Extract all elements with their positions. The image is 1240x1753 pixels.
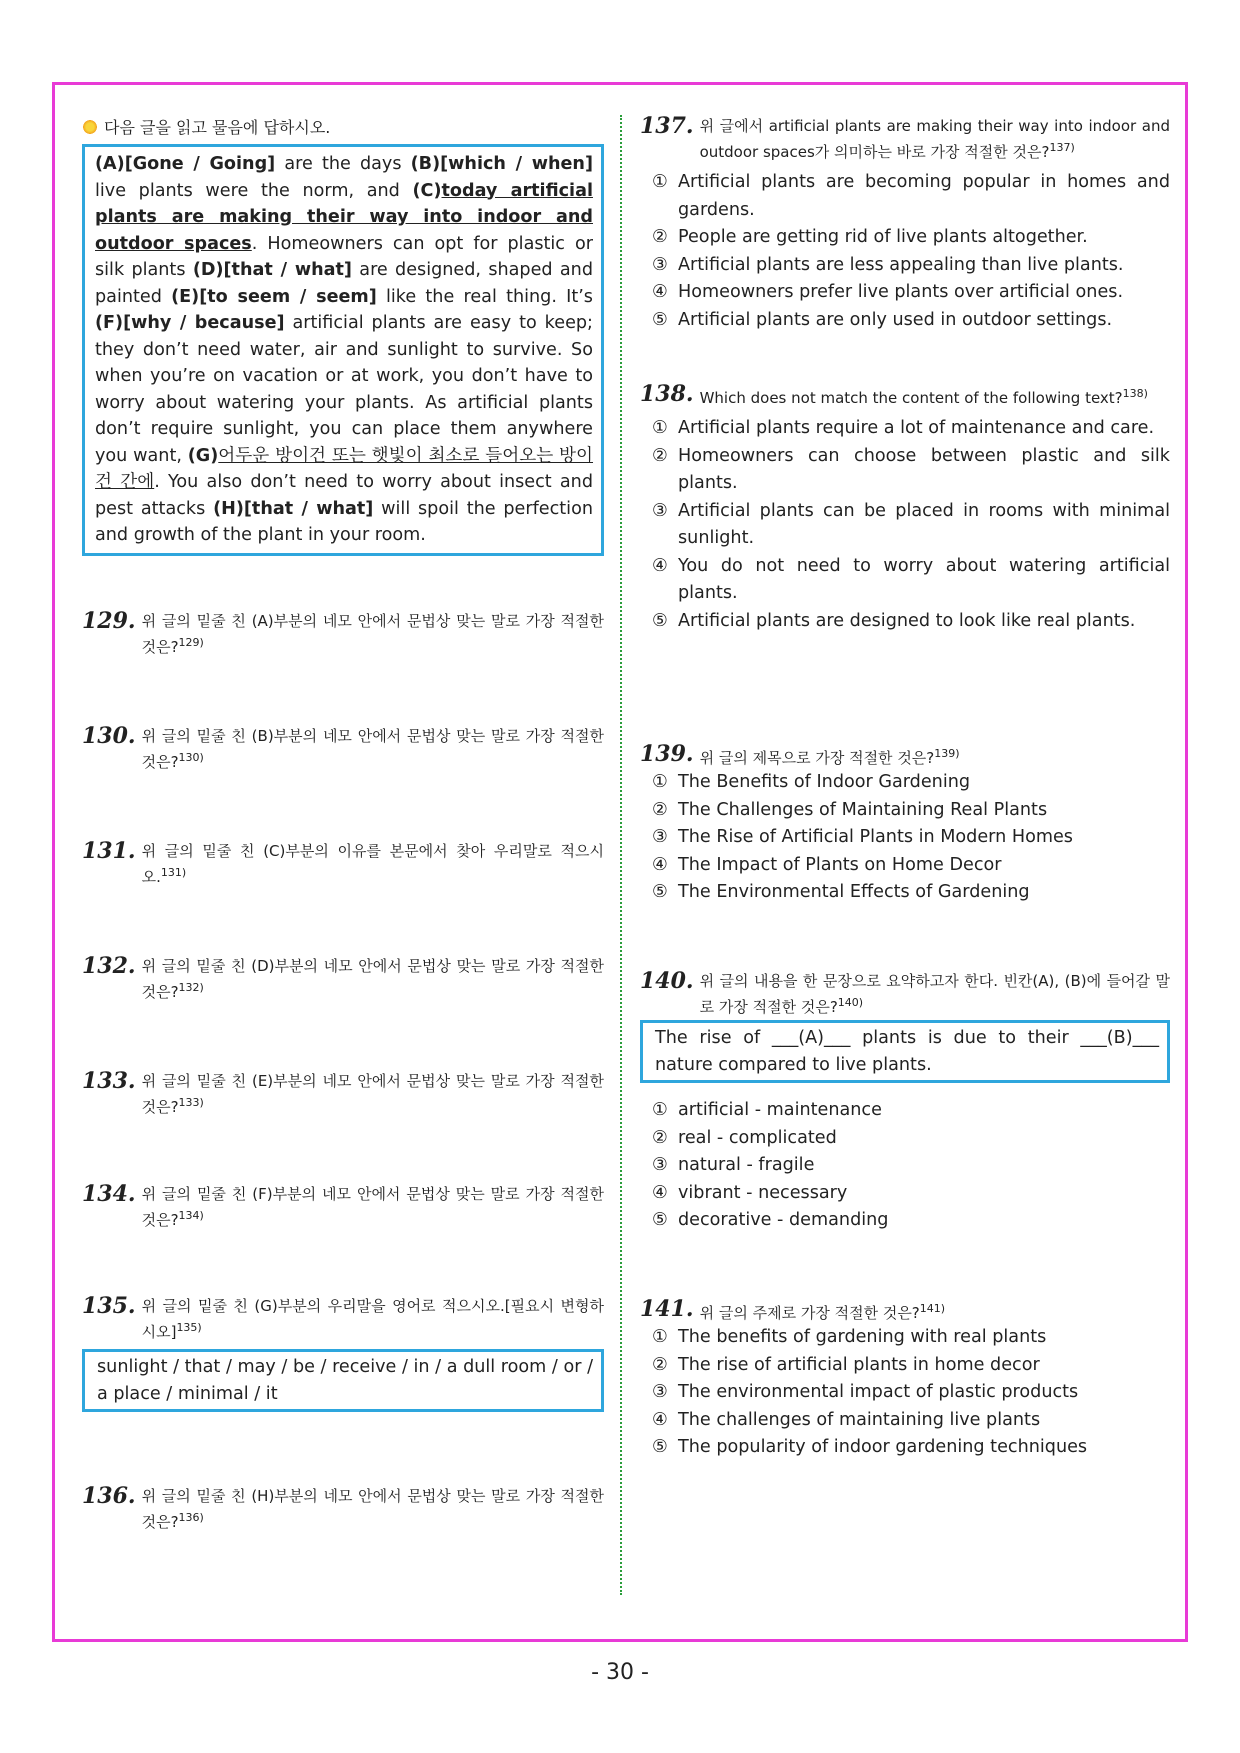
option[interactable] <box>652 1207 1170 1235</box>
option-number: ④ <box>652 1409 668 1430</box>
question-text: 위 글의 제목으로 가장 적절한 것은? <box>699 749 935 767</box>
footnote-ref: 134) <box>178 1209 204 1222</box>
option[interactable] <box>652 169 1170 224</box>
question-number: 139. <box>640 741 694 767</box>
blank-e: (E)[to seem / seem] <box>171 286 377 307</box>
option-number: ④ <box>652 555 668 576</box>
option-text: natural - fragile <box>678 1155 815 1175</box>
word-bank-box: sunlight / that / may / be / receive / in / a dull room / or / a place / minimal / it <box>82 1349 604 1412</box>
option-number: ② <box>652 1354 668 1375</box>
question-number: 131. <box>82 838 136 864</box>
passage-text: artificial plants are easy to keep; they don’t need water, air and sunlight to survive. So when you’re on vacation or at work, you don’t have to worry about watering your plants. As artificial plants don’t require sunlight, you can place them anywhere you want, <box>95 313 593 466</box>
option-text: The rise of artificial plants in home decor <box>678 1354 1040 1375</box>
question-133 <box>82 1070 604 1118</box>
instruction-text: 다음 글을 읽고 물음에 답하시오. <box>104 118 331 137</box>
option-number: ⑤ <box>652 309 668 330</box>
option-number: ⑤ <box>652 1437 668 1457</box>
footnote-ref: 129) <box>178 636 204 649</box>
option[interactable] <box>652 824 1170 852</box>
question-134 <box>82 1183 604 1231</box>
question-137 <box>640 115 1170 334</box>
question-number: 132. <box>82 953 136 979</box>
option[interactable] <box>652 852 1170 880</box>
question-text: 위 글의 밑줄 친 (G)부분의 우리말을 영어로 적으시오.[필요시 변형하시오] <box>141 1297 604 1341</box>
question-text: 위 글의 밑줄 친 (H)부분의 네모 안에서 문법상 맞는 말로 가장 적절한 것은? <box>141 1487 604 1531</box>
option[interactable] <box>652 1152 1170 1180</box>
question-number: 136. <box>82 1483 136 1509</box>
question-130 <box>82 725 604 773</box>
question-number: 140. <box>640 968 694 994</box>
question-132 <box>82 955 604 1003</box>
option[interactable] <box>652 279 1170 307</box>
blank-h: (H)[that / what] <box>213 498 374 519</box>
option-number: ③ <box>652 1155 668 1175</box>
question-138 <box>640 383 1170 635</box>
question-text: Which does not match the content of the following text? <box>699 389 1123 407</box>
passage-text: like the real thing. It’s <box>376 286 593 307</box>
option-text: The Impact of Plants on Home Decor <box>678 854 1002 875</box>
passage-text: are designed, shaped and painted <box>95 260 593 307</box>
option-list <box>652 169 1170 334</box>
option-text: Artificial plants are designed to look like real plants. <box>678 610 1136 631</box>
option-number: ③ <box>652 1382 668 1402</box>
option[interactable] <box>652 1097 1170 1125</box>
footnote-ref: 130) <box>178 751 204 764</box>
option-number: ④ <box>652 854 668 875</box>
option[interactable] <box>652 608 1170 636</box>
option-text: The challenges of maintaining live plants <box>678 1409 1041 1430</box>
option-text: People are getting rid of live plants altogether. <box>678 227 1088 247</box>
footnote-ref: 141) <box>919 1302 946 1315</box>
question-text: 위 글에서 artificial plants are making their way into indoor and outdoor spaces가 의미하는 바로 가장 적절한 것은? <box>699 117 1170 161</box>
option[interactable] <box>652 252 1170 280</box>
option-number: ③ <box>652 500 668 521</box>
option-number: ③ <box>652 827 668 847</box>
option-list <box>652 415 1170 635</box>
passage-text: . Homeowners can opt for plastic or silk plants <box>95 233 593 280</box>
option-text: Artificial plants can be placed in rooms with minimal sunlight. <box>678 500 1170 548</box>
option-text: Homeowners prefer live plants over artificial ones. <box>678 282 1124 302</box>
option-text: Artificial plants require a lot of maintenance and care. <box>678 418 1155 438</box>
footnote-ref: 138) <box>1122 387 1148 400</box>
underline-c: today artificial plants are making their way into indoor and outdoor spaces <box>95 180 593 254</box>
option[interactable] <box>652 1180 1170 1208</box>
option[interactable] <box>652 769 1170 797</box>
option[interactable] <box>652 1434 1170 1462</box>
option-text: The Challenges of Maintaining Real Plants <box>678 799 1048 820</box>
option[interactable] <box>652 1379 1170 1407</box>
footnote-ref: 137) <box>1049 141 1075 154</box>
passage-text: . You also don’t need to worry about insect and pest attacks <box>95 472 593 519</box>
option-text: decorative - demanding <box>678 1210 889 1230</box>
question-text: 위 글의 주제로 가장 적절한 것은? <box>699 1304 920 1322</box>
option[interactable] <box>652 224 1170 252</box>
question-139 <box>640 743 1170 907</box>
marker-c: (C) <box>412 180 442 201</box>
question-number: 133. <box>82 1068 136 1094</box>
question-141 <box>640 1298 1170 1462</box>
option-text: Homeowners can choose between plastic and silk plants. <box>678 445 1170 493</box>
option[interactable] <box>652 498 1170 553</box>
question-text: 위 글의 밑줄 친 (B)부분의 네모 안에서 문법상 맞는 말로 가장 적절한 것은? <box>141 727 604 771</box>
option-text: Artificial plants are only used in outdoor settings. <box>678 309 1113 330</box>
option-text: real - complicated <box>678 1127 837 1148</box>
option-text: The environmental impact of plastic products <box>678 1382 1079 1402</box>
question-text: 위 글의 밑줄 친 (E)부분의 네모 안에서 문법상 맞는 말로 가장 적절한 것은? <box>141 1072 604 1116</box>
option-number: ⑤ <box>652 610 668 631</box>
blank-b: (B)[which / when] <box>410 154 593 174</box>
page-number: - 30 - <box>591 1660 649 1685</box>
footnote-ref: 139) <box>934 747 960 760</box>
question-number: 129. <box>82 608 136 634</box>
option[interactable] <box>652 443 1170 498</box>
summary-box: The rise of ___(A)___ plants is due to their ___(B)___ nature compared to live plants. <box>640 1020 1170 1083</box>
option-list <box>652 1324 1170 1462</box>
question-text: 위 글의 밑줄 친 (F)부분의 네모 안에서 문법상 맞는 말로 가장 적절한 것은? <box>141 1185 604 1229</box>
option-number: ⑤ <box>652 882 668 902</box>
instruction <box>82 115 604 138</box>
question-number: 130. <box>82 723 136 749</box>
option-text: You do not need to worry about watering artificial plants. <box>678 555 1170 603</box>
option-text: The Rise of Artificial Plants in Modern Homes <box>678 827 1073 847</box>
option-number: ② <box>652 1127 668 1148</box>
question-number: 137. <box>640 113 694 139</box>
option-number: ② <box>652 445 668 466</box>
question-text: 위 글의 밑줄 친 (D)부분의 네모 안에서 문법상 맞는 말로 가장 적절한 것은? <box>141 957 604 1001</box>
option-text: The Environmental Effects of Gardening <box>678 882 1030 902</box>
option[interactable] <box>652 1352 1170 1380</box>
option[interactable] <box>652 1407 1170 1435</box>
footnote-ref: 131) <box>160 866 187 879</box>
question-number: 135. <box>82 1293 136 1319</box>
question-number: 134. <box>82 1181 136 1207</box>
reading-passage <box>82 144 604 556</box>
question-text: 위 글의 내용을 한 문장으로 요약하고자 한다. 빈칸(A), (B)에 들어갈 말로 가장 적절한 것은? <box>699 972 1170 1016</box>
flower-icon <box>82 119 98 135</box>
passage-text: live plants were the norm, and <box>95 180 413 201</box>
option-number: ① <box>652 772 668 792</box>
option[interactable] <box>652 553 1170 608</box>
option-list <box>652 769 1170 907</box>
question-136 <box>82 1485 604 1533</box>
question-text: 위 글의 밑줄 친 (C)부분의 이유를 본문에서 찾아 우리말로 적으시오. <box>141 842 604 886</box>
option-text: The Benefits of Indoor Gardening <box>678 772 971 792</box>
option-number: ① <box>652 1100 668 1120</box>
option[interactable] <box>652 879 1170 907</box>
option-text: The popularity of indoor gardening techniques <box>678 1437 1088 1457</box>
option-number: ① <box>652 172 668 192</box>
passage-text: are the days <box>275 154 411 174</box>
option[interactable] <box>652 415 1170 443</box>
question-number: 138. <box>640 381 694 407</box>
option-number: ⑤ <box>652 1210 668 1230</box>
question-135 <box>82 1295 604 1412</box>
footnote-ref: 136) <box>178 1511 204 1524</box>
column-divider <box>620 115 622 1595</box>
question-text: 위 글의 밑줄 친 (A)부분의 네모 안에서 문법상 맞는 말로 가장 적절한 것은? <box>141 612 604 656</box>
marker-g: (G) <box>187 445 219 466</box>
option-text: vibrant - necessary <box>678 1182 848 1203</box>
option-number: ② <box>652 799 668 820</box>
option[interactable] <box>652 307 1170 335</box>
option-number: ① <box>652 418 668 438</box>
question-131 <box>82 840 604 888</box>
footnote-ref: 133) <box>178 1096 204 1109</box>
passage-text: will spoil the perfection and growth of the plant in your room. <box>95 498 593 545</box>
option-number: ④ <box>652 282 668 302</box>
blank-a: (A)[Gone / Going] <box>95 154 276 174</box>
question-140 <box>640 970 1170 1235</box>
option-list <box>652 1097 1170 1235</box>
footnote-ref: 132) <box>178 981 204 994</box>
footnote-ref: 135) <box>176 1321 202 1334</box>
option-text: artificial - maintenance <box>678 1100 882 1120</box>
question-number: 141. <box>640 1296 694 1322</box>
option-number: ③ <box>652 254 668 275</box>
left-column <box>82 115 604 1531</box>
underline-g: 어두운 방이건 또는 햇빛이 최소로 들어오는 방이건 간에 <box>95 445 594 492</box>
footnote-ref: 140) <box>837 996 864 1009</box>
blank-d: (D)[that / what] <box>192 260 352 280</box>
option[interactable] <box>652 1324 1170 1352</box>
option-number: ① <box>652 1327 668 1347</box>
option-text: The benefits of gardening with real plants <box>678 1327 1047 1347</box>
option[interactable] <box>652 797 1170 825</box>
question-129 <box>82 610 604 658</box>
option-number: ② <box>652 227 668 247</box>
option-text: Artificial plants are becoming popular in homes and gardens. <box>678 172 1170 220</box>
option-number: ④ <box>652 1182 668 1203</box>
option[interactable] <box>652 1125 1170 1153</box>
option-text: Artificial plants are less appealing than live plants. <box>678 254 1124 275</box>
blank-f: (F)[why / because] <box>95 313 285 333</box>
